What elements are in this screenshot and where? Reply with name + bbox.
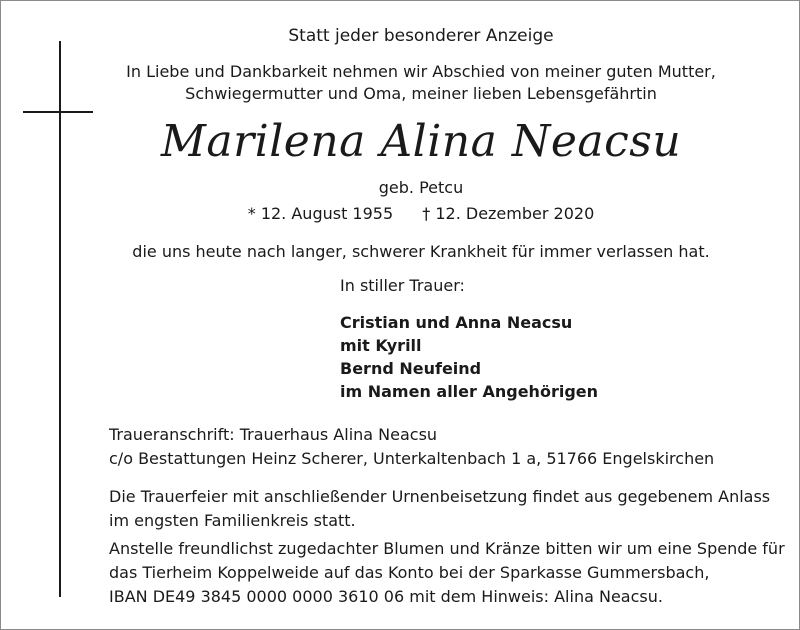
address-line: Traueranschrift: Trauerhaus Alina Neacsu (109, 425, 438, 444)
address-line: c/o Bestattungen Heinz Scherer, Unterkaltenbach 1 a, 51766 Engelskirchen (109, 449, 715, 468)
mourners-list (340, 311, 598, 403)
mourner-line: Bernd Neufeind (340, 359, 482, 378)
intro-text (101, 61, 741, 105)
departure-text: die uns heute nach langer, schwerer Krankheit für immer verlassen hat. (132, 242, 710, 261)
intro-line: Schwiegermutter und Oma, meiner lieben Lebensgefährtin (185, 84, 657, 103)
mourning-address (109, 423, 789, 471)
birth-name: geb. Petcu (378, 178, 464, 197)
donation-line: das Tierheim Koppelweide auf das Konto bei der Sparkasse Gummersbach, (109, 563, 710, 582)
birth-date: * 12. August 1955 (247, 204, 394, 223)
donation-line: IBAN DE49 3845 0000 0000 3610 06 mit dem Hinweis: Alina Neacsu. (109, 587, 663, 606)
mourner-line: im Namen aller Angehörigen (340, 382, 599, 401)
death-date: † 12. Dezember 2020 (422, 204, 595, 223)
mourner-line: mit Kyrill (340, 336, 422, 355)
donation-line: Anstelle freundlichst zugedachter Blumen und Kränze bitten wir um eine Spende für (109, 539, 785, 558)
donation-request (109, 537, 789, 609)
funeral-service-info (109, 485, 789, 533)
intro-line: In Liebe und Dankbarkeit nehmen wir Abschied von meiner guten Mutter, (126, 62, 716, 81)
deceased-name: Marilena Alina Neacsu (160, 116, 682, 167)
service-line: Die Trauerfeier mit anschließender Urnenbeisetzung findet aus gegebenem Anlass (109, 487, 771, 506)
mourner-line: Cristian und Anna Neacsu (340, 313, 573, 332)
life-dates (101, 203, 741, 225)
notice-header: Statt jeder besonderer Anzeige (288, 26, 554, 46)
cross-horizontal-bar (23, 111, 93, 113)
mourning-label: In stiller Trauer: (340, 276, 465, 295)
service-line: im engsten Familienkreis statt. (109, 511, 356, 530)
cross-vertical-bar (59, 41, 61, 597)
